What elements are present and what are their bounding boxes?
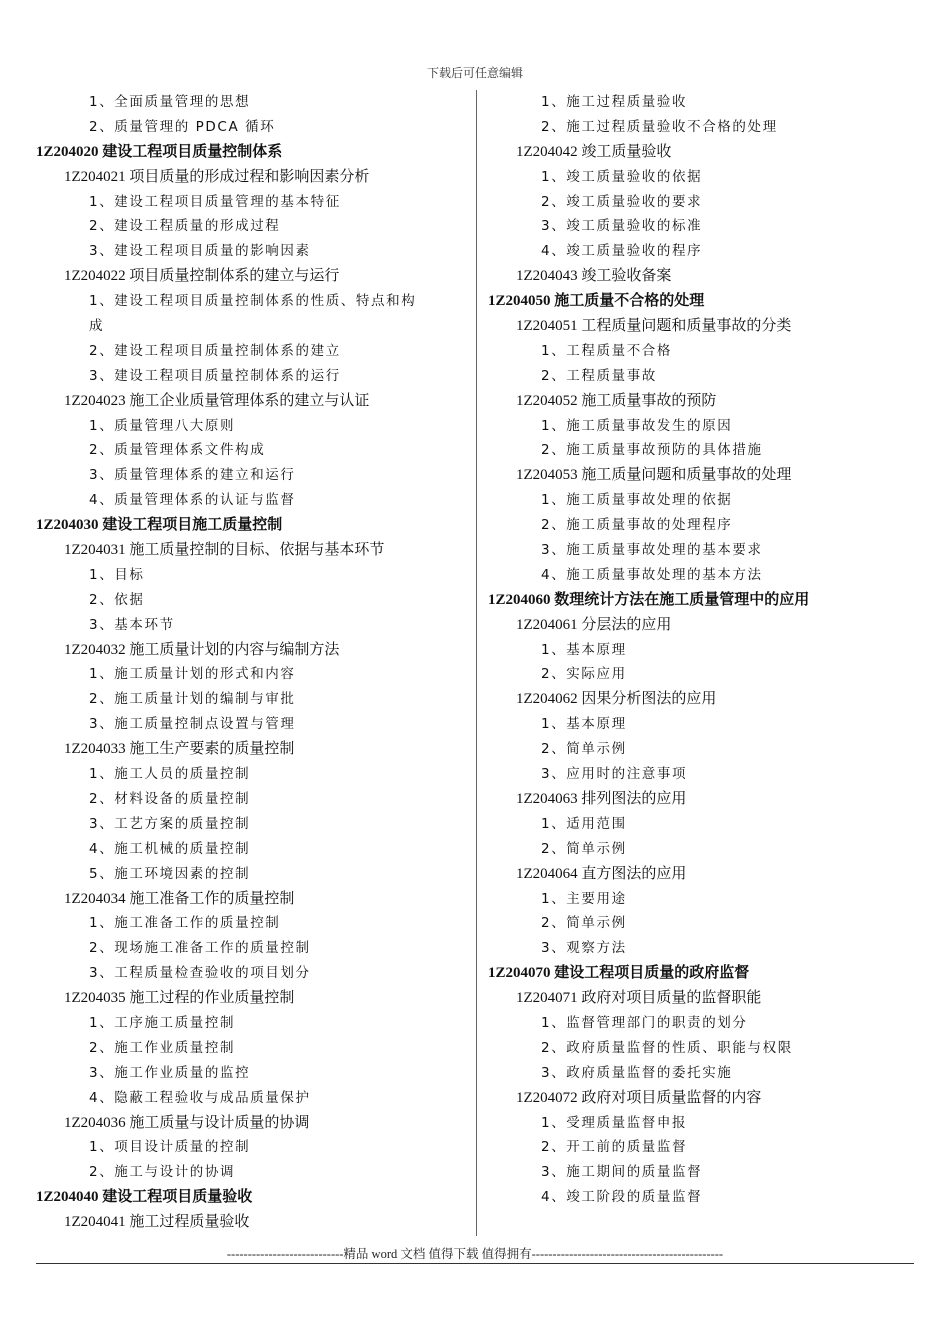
section-heading: 1Z204070 建设工程项目质量的政府监督 bbox=[488, 965, 750, 982]
subsection-heading: 1Z204022 项目质量控制体系的建立与运行 bbox=[64, 268, 340, 285]
outline-item: 3、施工期间的质量监督 bbox=[541, 1164, 703, 1181]
outline-item: 1、主要用途 bbox=[541, 890, 627, 907]
outline-item: 4、施工质量事故处理的基本方法 bbox=[541, 566, 763, 583]
outline-item: 3、工艺方案的质量控制 bbox=[89, 815, 251, 832]
outline-item: 3、施工质量事故处理的基本要求 bbox=[541, 542, 763, 559]
outline-item: 2、施工与设计的协调 bbox=[89, 1164, 236, 1181]
page-header: 下载后可任意编辑 bbox=[426, 66, 523, 80]
outline-item: 2、施工质量计划的编制与审批 bbox=[89, 691, 296, 708]
outline-item: 2、简单示例 bbox=[541, 915, 627, 932]
outline-item: 2、实际应用 bbox=[541, 666, 627, 683]
outline-item: 1、施工人员的质量控制 bbox=[89, 766, 251, 783]
subsection-heading: 1Z204053 施工质量问题和质量事故的处理 bbox=[516, 467, 792, 484]
outline-item: 4、竣工阶段的质量监督 bbox=[541, 1189, 703, 1206]
subsection-heading: 1Z204043 竣工验收备案 bbox=[516, 268, 672, 285]
outline-item: 1、目标 bbox=[89, 566, 145, 583]
outline-item: 4、质量管理体系的认证与监督 bbox=[89, 492, 296, 509]
left-column bbox=[36, 90, 472, 1235]
outline-item: 1、适用范围 bbox=[541, 815, 627, 832]
subsection-heading: 1Z204033 施工生产要素的质量控制 bbox=[64, 741, 295, 758]
outline-item: 1、施工质量事故处理的依据 bbox=[541, 492, 733, 509]
outline-item: 1、施工质量事故发生的原因 bbox=[541, 417, 733, 434]
outline-item: 2、简单示例 bbox=[541, 741, 627, 758]
outline-item: 1、监督管理部门的职责的划分 bbox=[541, 1014, 748, 1031]
section-heading: 1Z204050 施工质量不合格的处理 bbox=[488, 293, 705, 310]
outline-item: 3、质量管理体系的建立和运行 bbox=[89, 467, 296, 484]
outline-item: 2、质量管理体系文件构成 bbox=[89, 442, 266, 459]
section-heading: 1Z204060 数理统计方法在施工质量管理中的应用 bbox=[488, 591, 810, 608]
outline-item: 1、建设工程项目质量控制体系的性质、特点和构 bbox=[89, 293, 417, 310]
section-heading: 1Z204030 建设工程项目施工质量控制 bbox=[36, 517, 283, 534]
outline-item: 1、施工过程质量验收 bbox=[541, 94, 688, 110]
outline-item: 1、全面质量管理的思想 bbox=[89, 94, 251, 110]
section-heading: 1Z204020 建设工程项目质量控制体系 bbox=[36, 143, 283, 160]
subsection-heading: 1Z204063 排列图法的应用 bbox=[516, 790, 687, 807]
section-heading: 1Z204040 建设工程项目质量验收 bbox=[36, 1189, 253, 1206]
outline-item: 2、材料设备的质量控制 bbox=[89, 790, 251, 807]
outline-item: 2、质量管理的 PDCA 循环 bbox=[89, 118, 276, 135]
outline-item: 2、施工过程质量验收不合格的处理 bbox=[541, 118, 778, 135]
outline-item: 3、工程质量检查验收的项目划分 bbox=[89, 965, 311, 982]
outline-columns bbox=[36, 90, 914, 1236]
outline-item: 2、建设工程质量的形成过程 bbox=[89, 218, 281, 235]
outline-item-continuation: 成 bbox=[89, 318, 105, 335]
outline-item: 1、竣工质量验收的依据 bbox=[541, 168, 703, 185]
subsection-heading: 1Z204062 因果分析图法的应用 bbox=[516, 691, 717, 708]
outline-item: 1、项目设计质量的控制 bbox=[89, 1139, 251, 1156]
outline-item: 2、工程质量事故 bbox=[541, 367, 657, 384]
outline-item: 3、观察方法 bbox=[541, 940, 627, 957]
footer-rule bbox=[36, 1263, 914, 1264]
outline-item: 3、施工质量控制点设置与管理 bbox=[89, 716, 296, 733]
outline-item: 1、质量管理八大原则 bbox=[89, 417, 236, 434]
outline-item: 2、开工前的质量监督 bbox=[541, 1139, 688, 1156]
footer-text: ----------------------------精品 word 文档 值得下载 值得拥有---------------------------------------------- bbox=[226, 1247, 724, 1261]
outline-item: 1、工程质量不合格 bbox=[541, 342, 672, 359]
outline-item: 2、施工质量事故的处理程序 bbox=[541, 517, 733, 534]
outline-item: 2、依据 bbox=[89, 591, 145, 608]
outline-item: 1、建设工程项目质量管理的基本特征 bbox=[89, 193, 341, 210]
outline-item: 1、施工准备工作的质量控制 bbox=[89, 915, 281, 932]
outline-item: 3、基本环节 bbox=[89, 616, 175, 633]
subsection-heading: 1Z204052 施工质量事故的预防 bbox=[516, 392, 717, 409]
outline-item: 1、受理质量监督申报 bbox=[541, 1114, 688, 1131]
subsection-heading: 1Z204064 直方图法的应用 bbox=[516, 865, 687, 882]
subsection-heading: 1Z204034 施工准备工作的质量控制 bbox=[64, 890, 295, 907]
outline-item: 3、应用时的注意事项 bbox=[541, 766, 688, 783]
outline-item: 1、基本原理 bbox=[541, 641, 627, 658]
subsection-heading: 1Z204021 项目质量的形成过程和影响因素分析 bbox=[64, 168, 370, 185]
right-column bbox=[488, 90, 914, 1210]
subsection-heading: 1Z204061 分层法的应用 bbox=[516, 616, 672, 633]
subsection-heading: 1Z204072 政府对项目质量监督的内容 bbox=[516, 1089, 762, 1106]
outline-item: 3、施工作业质量的监控 bbox=[89, 1064, 251, 1081]
outline-item: 1、施工质量计划的形式和内容 bbox=[89, 666, 296, 683]
subsection-heading: 1Z204031 施工质量控制的目标、依据与基本环节 bbox=[64, 542, 385, 559]
outline-item: 4、竣工质量验收的程序 bbox=[541, 243, 703, 260]
column-divider bbox=[476, 90, 477, 1236]
outline-item: 2、施工质量事故预防的具体措施 bbox=[541, 442, 763, 459]
subsection-heading: 1Z204051 工程质量问题和质量事故的分类 bbox=[516, 318, 792, 335]
subsection-heading: 1Z204035 施工过程的作业质量控制 bbox=[64, 990, 295, 1007]
subsection-heading: 1Z204042 竣工质量验收 bbox=[516, 143, 672, 160]
outline-item: 4、隐蔽工程验收与成品质量保护 bbox=[89, 1089, 311, 1106]
subsection-heading: 1Z204032 施工质量计划的内容与编制方法 bbox=[64, 641, 340, 658]
outline-item: 3、建设工程项目质量的影响因素 bbox=[89, 243, 311, 260]
subsection-heading: 1Z204041 施工过程质量验收 bbox=[64, 1214, 250, 1231]
outline-item: 2、简单示例 bbox=[541, 840, 627, 857]
outline-item: 3、竣工质量验收的标准 bbox=[541, 218, 703, 235]
outline-item: 1、基本原理 bbox=[541, 716, 627, 733]
subsection-heading: 1Z204036 施工质量与设计质量的协调 bbox=[64, 1114, 310, 1131]
outline-item: 3、政府质量监督的委托实施 bbox=[541, 1064, 733, 1081]
subsection-heading: 1Z204071 政府对项目质量的监督职能 bbox=[516, 990, 762, 1007]
outline-item: 2、竣工质量验收的要求 bbox=[541, 193, 703, 210]
outline-item: 2、政府质量监督的性质、职能与权限 bbox=[541, 1039, 793, 1056]
outline-item: 2、现场施工准备工作的质量控制 bbox=[89, 940, 311, 957]
outline-item: 2、施工作业质量控制 bbox=[89, 1039, 236, 1056]
outline-item: 4、施工机械的质量控制 bbox=[89, 840, 251, 857]
outline-item: 5、施工环境因素的控制 bbox=[89, 865, 251, 882]
outline-item: 3、建设工程项目质量控制体系的运行 bbox=[89, 367, 341, 384]
outline-item: 1、工序施工质量控制 bbox=[89, 1014, 236, 1031]
subsection-heading: 1Z204023 施工企业质量管理体系的建立与认证 bbox=[64, 392, 370, 409]
outline-item: 2、建设工程项目质量控制体系的建立 bbox=[89, 342, 341, 359]
